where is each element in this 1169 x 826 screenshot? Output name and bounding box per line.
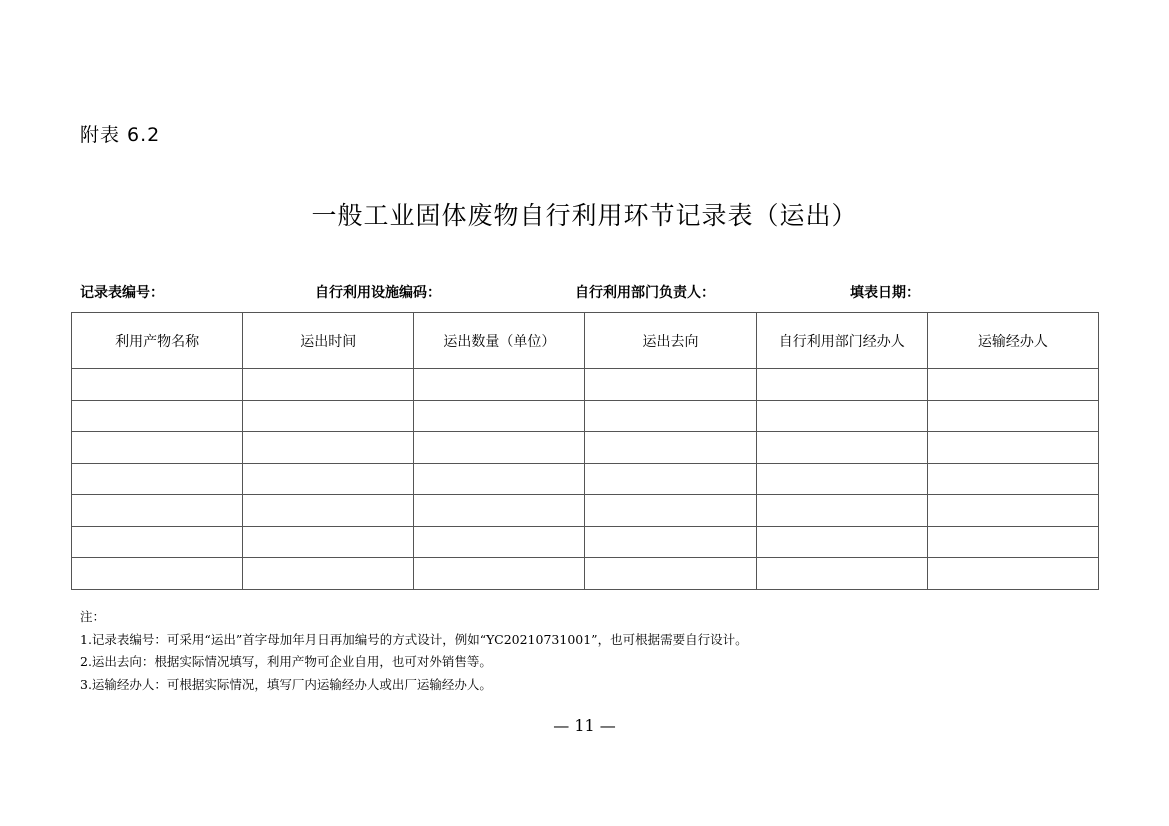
fill-date-label: 填表日期： bbox=[850, 285, 920, 301]
table-cell bbox=[585, 400, 756, 432]
table-cell bbox=[72, 558, 243, 590]
note-item: 3.运输经办人：可根据实际情况，填写厂内运输经办人或出厂运输经办人。 bbox=[80, 676, 492, 692]
header-destination: 运出去向 bbox=[585, 313, 756, 369]
table-row bbox=[72, 400, 1099, 432]
table-cell bbox=[243, 369, 414, 401]
table-cell bbox=[756, 526, 927, 558]
table-cell bbox=[414, 400, 585, 432]
table-cell bbox=[414, 369, 585, 401]
table-cell bbox=[585, 526, 756, 558]
table-cell bbox=[414, 558, 585, 590]
department-head-label: 自行利用部门负责人： bbox=[575, 285, 715, 301]
table-cell bbox=[585, 369, 756, 401]
table-row bbox=[72, 463, 1099, 495]
document-title: 一般工业固体废物自行利用环节记录表（运出） bbox=[311, 201, 858, 230]
table-cell bbox=[927, 463, 1098, 495]
note-item: 2.运出去向：根据实际情况填写，利用产物可企业自用，也可对外销售等。 bbox=[80, 654, 492, 669]
table-cell bbox=[927, 432, 1098, 464]
table-row bbox=[72, 432, 1099, 464]
table-row bbox=[72, 558, 1099, 590]
table-cell bbox=[72, 526, 243, 558]
table-cell bbox=[756, 369, 927, 401]
table-cell bbox=[243, 495, 414, 527]
meta-row bbox=[0, 282, 1169, 302]
table-cell bbox=[927, 526, 1098, 558]
table-header-row bbox=[72, 313, 1099, 369]
table-cell bbox=[414, 495, 585, 527]
page-number: — 11 — bbox=[553, 716, 616, 735]
table-cell bbox=[756, 432, 927, 464]
notes-heading: 注： bbox=[80, 609, 106, 624]
attachment-label: 附表 6.2 bbox=[80, 124, 161, 146]
table-cell bbox=[414, 526, 585, 558]
table-row bbox=[72, 526, 1099, 558]
header-transport-handler: 运输经办人 bbox=[927, 313, 1098, 369]
table-cell bbox=[756, 558, 927, 590]
table-cell bbox=[927, 558, 1098, 590]
record-number-label: 记录表编号： bbox=[80, 285, 164, 301]
table-cell bbox=[72, 400, 243, 432]
header-product-name: 利用产物名称 bbox=[72, 313, 243, 369]
header-shipping-quantity: 运出数量（单位） bbox=[414, 313, 585, 369]
table-cell bbox=[243, 463, 414, 495]
facility-code-label: 自行利用设施编码： bbox=[315, 285, 441, 301]
table-cell bbox=[243, 400, 414, 432]
table-cell bbox=[756, 400, 927, 432]
table-cell bbox=[243, 432, 414, 464]
table-cell bbox=[243, 558, 414, 590]
table-row bbox=[72, 369, 1099, 401]
table-row bbox=[72, 495, 1099, 527]
table-cell bbox=[414, 432, 585, 464]
table-cell bbox=[927, 495, 1098, 527]
table-cell bbox=[72, 369, 243, 401]
table-cell bbox=[414, 463, 585, 495]
notes-section bbox=[80, 606, 748, 696]
record-table bbox=[71, 312, 1099, 590]
header-dept-handler: 自行利用部门经办人 bbox=[756, 313, 927, 369]
table-cell bbox=[756, 463, 927, 495]
table-cell bbox=[72, 432, 243, 464]
note-item: 1.记录表编号：可采用“运出”首字母加年月日再加编号的方式设计，例如“YC20210731001”，也可根据需要自行设计。 bbox=[80, 631, 748, 647]
table-cell bbox=[243, 526, 414, 558]
table-cell bbox=[585, 432, 756, 464]
table-cell bbox=[72, 495, 243, 527]
header-shipping-time: 运出时间 bbox=[243, 313, 414, 369]
table-cell bbox=[585, 463, 756, 495]
table-cell bbox=[72, 463, 243, 495]
table-cell bbox=[585, 558, 756, 590]
table-cell bbox=[927, 400, 1098, 432]
table-cell bbox=[756, 495, 927, 527]
table-cell bbox=[585, 495, 756, 527]
table-cell bbox=[927, 369, 1098, 401]
